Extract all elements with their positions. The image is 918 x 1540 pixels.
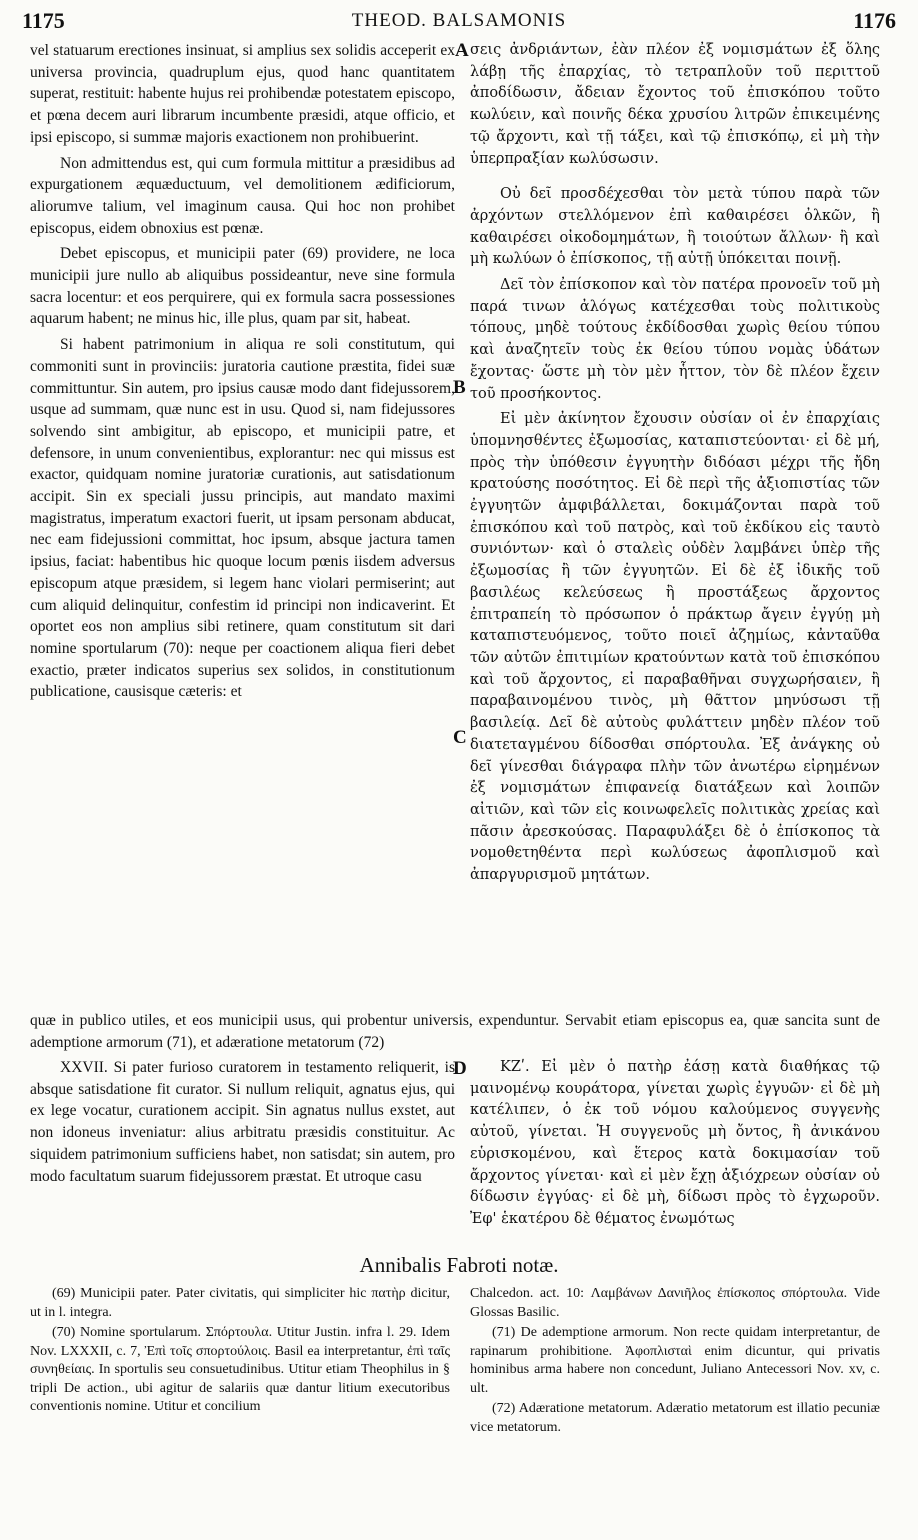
latin-paragraph: Si habent patrimonium in aliqua re soli constitutum, qui commoniti sunt in provinciis: juratoria cautione præstita, fidei suæ committuntur. Sin autem, pro ipsius causæ modo dant fidejussorem, usque ad summam, quæ nunc est in usu. Quod si, nam fidejussores solvendo sint ambigitur, ab episcopo, et municipii patre, et defensore, in unum convenientibus, explorantur: nec qui missus est exactor, quidquam nomine juratoriæ curationis, aut satisdationum accipit. Sin ex speciali jussu principis, aut mandato maximi magistratus, imperatum exactori fuerit, ut ipsam personam abducat, nec eam fidejussioni committat, hoc ipsum, absque jactura tamen ipsius, faciat: habentibus hic quoque locum pœnis iisdem adversus episcopum atque præsidem, si legem hanc violari permiserint; aut cum aliquid delinquitur, confestim id principi non indicaverint. Et oportet eos non amplius sibi retinere, quam constitutum sit dari nomine sportularum (70): neque per coactionem aliqua fieri debet exactio, præter indicatos superius sex solidos, in constitutionum publicatione, causisque cæteris: et bbox=[30, 336, 455, 701]
notes-right-column bbox=[470, 1285, 880, 1439]
margin-mark-a: A bbox=[455, 40, 469, 61]
greek-paragraph: Εἰ μὲν ἀκίνητον ἔχουσιν οὐσίαν οἱ ἐν ἐπαρχίαις ὑπομνησθέντες ἐξωμοσίας, καταπιστεύονται· εἰ δὲ μή, πρὸς τὴν ὑπόθεσιν ἐγγυητὴν διδόασι μέχρι τῆς ἤδη κρατούσης ποσότητος. Εἰ δὲ περὶ τῆς ἀξιοπιστίας τῶν ἐγγυητῶν ἀμφιβάλλεται, δοκιμάζονται παρὰ τοῦ ἐπισκόπου καὶ τοῦ πατρὸς, καὶ τοῦ ἐκδίκου εἰς ταυτὸ συνιόντων· καὶ ὁ σταλεὶς οὐδὲν λαμβάνει ὑπὲρ τῆς ἐξωμοσίας ἢ τῶν ἐγγυητῶν. Εἰ δὲ ἐξ ἰδικῆς τοῦ βασιλέως κελεύσεως ἢ προστάξεως ἄρχοντος ἐπιτραπείη τὸ πρόσωπον ὁ πράκτωρ ἄγειν ἐγγύῃ μὴ καταπιστευόμενος, τοῦτο ποιεῖ ἀζημίως, κἀνταῦθα τῶν αὐτῶν ἐπιτιμίων κρατούντων κατὰ τοῦ ἐπισκόπου καὶ τοῦ ἄρχοντος, εἰ παραβαθῆναι συγχωρήσαιεν, ἢ παραβαινομένου τινὸς, μὴ θᾶττον μηνύσωσι τῇ βασιλείᾳ. Δεῖ δὲ αὐτοὺς φυλάττειν μηδὲν πλέον τοῦ διατεταγμένου δίδοσθαι σπόρτουλα. Ἐξ ἀνάγκης οὐ δεῖ γίνεσθαι διάγραφα πλὴν τῶν ἀνωτέρω εἰρημένων ἐξ νομισμάτων ἐπιφανείᾳ διατάξεων καὶ λοιπῶν αἰτιῶν, καὶ τῶν εἰς κοινωφελεῖς πολιτικὰς χρείας καὶ πᾶσιν ἀρεσκούσας. Παραφυλάξει δὲ ὁ ἐπίσκοπος τὰ νομοθετηθέντα περὶ κωλύσεως ἀφοπλισμοῦ καὶ ἀπαργυρισμοῦ μητάτων. bbox=[470, 411, 880, 884]
footnote: Chalcedon. act. 10: Λαμβάνων Δανιῆλος ἐπίσκοπος σπόρτουλα. Vide Glossas Basilic. bbox=[470, 1286, 880, 1320]
latin-paragraph: Non admittendus est, qui cum formula mittitur a præsidibus ad expurgationem æquæductuum, vel demolitionem ædificiorum, aliorumve talium, vel imaginum causa. Qui hoc non prohibet episcopus, eidem obnoxius est pœnæ. bbox=[30, 154, 455, 237]
notes-left-column bbox=[30, 1285, 450, 1419]
full-width-text: quæ in publico utiles, et eos municipii usus, qui probentur universis, expenduntur. Servabit etiam episcopus ea, quæ sancita sunt de ademptione armorum (71), et adæratione metatorum (72) bbox=[30, 1012, 880, 1051]
footnote: (72) Adæratione metatorum. Adæratio metatorum est illatio pecuniæ vice metatorum. bbox=[470, 1401, 880, 1435]
greek-paragraph: Δεῖ τὸν ἐπίσκοπον καὶ τὸν πατέρα προνοεῖν τοῦ μὴ παρά τινων ἀλόγως κατέχεσθαι τοὺς πολιτικοὺς τόπους, μηδὲ τούτους ἐκδίδοσθαι χωρὶς θείου τύπου καὶ ἀναζητεῖν τοὺς ἐκ θείου τύπου νομὰς ὑδάτων ἔχοντας· ὥστε μὴ τὸν μὲν ἧττον, τὸν δὲ πλέον ἔχειν τοῦ προσήκοντος. bbox=[470, 277, 880, 402]
latin-column-2 bbox=[30, 1057, 455, 1187]
margin-mark-d: D bbox=[453, 1058, 467, 1079]
footnote: (69) Municipii pater. Pater civitatis, qui simpliciter hic πατὴρ dicitur, ut in l. integra. bbox=[30, 1286, 450, 1320]
greek-paragraph: Οὐ δεῖ προσδέχεσθαι τὸν μετὰ τύπου παρὰ τῶν ἀρχόντων στελλόμενον ἐπὶ καθαιρέσει ὀλκῶν, ἢ καθαιρέσει οἰκοδομημάτων, ἢ τοιούτων ἄλλων· ἢ καὶ μὴ κωλύων ὁ ἐπίσκοπος, τῇ αὐτῇ ὑπόκειται ποινῇ. bbox=[470, 186, 880, 268]
latin-paragraph: vel statuarum erectiones insinuat, si amplius sex solidis acceperit ex universa provincia, quadruplum ejus, quod hanc quantitatem superat, restituit: habente hujus rei prohibendæ potestatem episcopo, et pœna decem auri librarum incumbente præsidi, atque officio, et ipsi episcopo, si summæ majoris exactionem non prohibuerint. bbox=[30, 42, 455, 146]
page-number-right: 1176 bbox=[853, 8, 896, 33]
greek-paragraph: σεις ἀνδριάντων, ἐὰν πλέον ἐξ νομισμάτων ἐξ ὅλης λάβῃ τῆς ἐπαρχίας, τὸ τετραπλοῦν τοῦ περιττοῦ ἀποδίδωσιν, ἄδειαν ἔχοντος τοῦ ἐπισκόπου τοῦτο κωλύειν, καὶ ποινῆς δέκα χρυσίου λιτρῶν ἐπικειμένης τῷ ἄρχοντι, καὶ τῇ τάξει, καὶ τῷ ἐπισκόπῳ, εἰ μὴ τὴν ὑπερπραξίαν κωλύσωσιν. bbox=[470, 42, 880, 167]
margin-mark-c: C bbox=[453, 727, 467, 748]
latin-paragraph: XXVII. Si pater furioso curatorem in testamento reliquerit, is absque satisdatione fit curator. Si nullum reliquit, agnatus ejus, qui ex lege vocatur, curationem accipit. Sin agnatus nullus exstet, aut non idoneus inveniatur: alius arbitratu præsidis constituitur. Ac siquidem patrimonium sufficiens habet, non satisdat; sin autem, pro modo facultatum suarum fidejussorem præstat. Et utroque casu bbox=[30, 1059, 455, 1185]
page-header bbox=[22, 8, 896, 38]
page-number-left: 1175 bbox=[22, 8, 65, 33]
latin-paragraph: Debet episcopus, et municipii pater (69) providere, ne loca municipii jure nullo ab aliquibus possideantur, neve sine formula sacra locentur: et eos perquirere, qui ex formula sacra possessiones aquarum habent; ne minus hic, ille plus, quam par sit, habeat. bbox=[30, 245, 455, 328]
greek-paragraph: ΚΖʹ. Εἰ μὲν ὁ πατὴρ ἐάσῃ κατὰ διαθήκας τῷ μαινομένῳ κουράτορα, γίνεται χωρὶς ἐγγυῶν· εἰ δὲ μὴ κατέλιπεν, ὁ ἐκ τοῦ νόμου καλούμενος συγγενὴς αὐτοῦ, γίνεται. Ἡ συγγενοῦς μὴ ὄντος, ἢ ἀνικάνου εὑρισκομένου, καὶ ἕτερος κατὰ δοκιμασίαν τοῦ ἄρχοντος γίνεται· καὶ εἰ μὲν ἔχῃ ἀξιόχρεων οὐσίαν οὐ δίδωσιν ἐγγύας· εἰ δὲ μὴ, δίδωσι πρὸς τὸ ἐγχωροῦν. Ἐφ' ἑκατέρου δὲ θέματος ἐνωμότως bbox=[470, 1059, 880, 1227]
running-head: THEOD. BALSAMONIS bbox=[351, 10, 567, 31]
margin-mark-b: B bbox=[453, 377, 466, 398]
greek-column bbox=[470, 40, 880, 887]
latin-column bbox=[30, 40, 455, 703]
greek-column-2 bbox=[470, 1057, 880, 1231]
footnote: (70) Nomine sportularum. Σπόρτουλα. Utitur Justin. infra l. 29. Idem Nov. LXXXII, c. 7, Ἐπὶ τοῖς σπορτούλοις. Basil ea interpretantur, ἐπὶ ταῖς συνηθείαις. In sportulis seu consuetudinibus. Utitur etiam Theophilus in § tripli De action., ubi agitur de salariis quæ dantur litium executoribus conventionis nomine. Utitur et concilium bbox=[30, 1325, 450, 1414]
footnote: (71) De ademptione armorum. Non recte quidam interpretantur, de rapinarum prohibitione. Ἀφοπλισταὶ enim dicuntur, qui privatis hominibus arma habere non concedunt, Juliano Antecessori Nov. xv, c. ult. bbox=[470, 1325, 880, 1396]
notes-title: Annibalis Fabroti notæ. bbox=[359, 1253, 559, 1277]
